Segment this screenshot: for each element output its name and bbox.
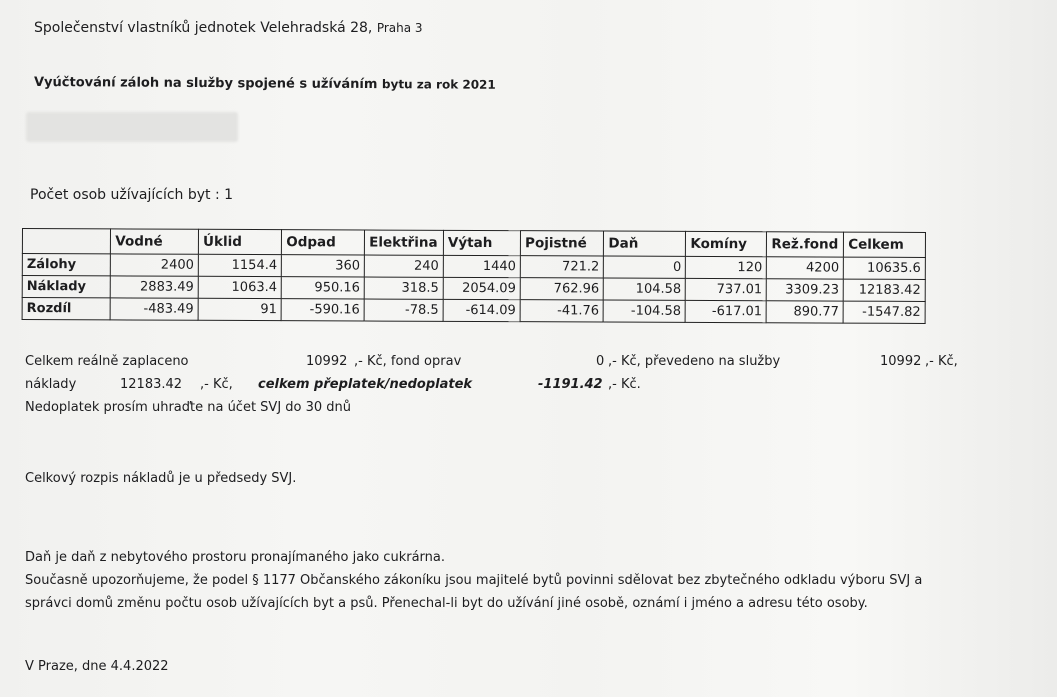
document-title — [34, 75, 496, 93]
table-cell: 2883.49 — [111, 276, 199, 298]
table-cell: 1154.4 — [198, 254, 281, 276]
redacted-area — [26, 112, 238, 142]
table-cell: 737.01 — [686, 278, 767, 300]
tax-note: Daň je daň z nebytového prostoru pronajímaného jako cukrárna. — [25, 550, 445, 565]
fund-label: ,- Kč, fond oprav — [354, 354, 462, 369]
column-header: Odpad — [282, 230, 365, 255]
column-header: Daň — [604, 231, 686, 256]
notice-paragraph — [25, 546, 922, 615]
legal-note-line-1: Současně upozorňujeme, že podel § 1177 Občanského zákoníku jsou majitelé bytů povinni sdělovat bez zbytečného odkladu výboru SVJ a — [25, 573, 923, 588]
table-cell: 2054.09 — [443, 277, 520, 299]
paid-label: Celkem reálně zaplaceno — [25, 354, 189, 369]
table-row — [22, 298, 925, 324]
billing-table — [22, 228, 926, 324]
table-cell: 762.96 — [520, 278, 603, 300]
table-cell: -614.09 — [443, 299, 520, 321]
table-cell: 890.77 — [767, 301, 844, 323]
costs-label: náklady — [25, 377, 77, 392]
table-cell: 950.16 — [282, 277, 365, 299]
title-text: Vyúčtování záloh na služby spojené s užíváním — [33, 75, 378, 93]
column-header: Vodné — [111, 229, 199, 254]
payment-note: Nedoplatek prosím uhraďte na účet SVJ do 30 dnů — [25, 400, 352, 415]
table-cell: -78.5 — [364, 299, 443, 321]
breakdown-note: Celkový rozpis nákladů je u předsedy SVJ. — [25, 471, 297, 486]
column-header: Výtah — [443, 230, 520, 255]
table-cell: 91 — [198, 298, 281, 320]
services-value: 10992 — [880, 354, 922, 369]
column-header: Elektřina — [365, 230, 444, 255]
table-cell: 4200 — [767, 257, 844, 279]
organization-name — [34, 20, 423, 36]
table-cell: 1440 — [443, 255, 520, 277]
column-header: Komíny — [686, 231, 767, 256]
date-line: V Praze, dne 4.4.2022 — [25, 659, 169, 674]
table-cell: -483.49 — [110, 298, 198, 320]
table-cell: 10635.6 — [844, 257, 926, 279]
persons-count-line: Počet osob užívajících byt : 1 — [30, 187, 234, 203]
fund-value: 0 — [596, 354, 605, 369]
table-cell: 3309.23 — [767, 279, 844, 301]
costs-value: 12183.42 — [120, 377, 183, 392]
table-cell: -590.16 — [281, 299, 364, 321]
table-cell: 2400 — [111, 254, 199, 276]
table-cell: 120 — [686, 256, 767, 278]
services-currency: ,- Kč, — [925, 354, 958, 369]
column-header: Pojistné — [521, 231, 604, 256]
organization-text: Společenství vlastníků jednotek Velehradská 28, — [34, 20, 373, 36]
costs-currency: ,- Kč, — [200, 377, 233, 392]
table-cell: -617.01 — [686, 300, 767, 322]
column-header: Celkem — [844, 232, 926, 257]
table-cell: -41.76 — [520, 300, 603, 322]
row-label: Náklady — [22, 276, 110, 298]
table-cell: 0 — [604, 256, 686, 278]
services-label: ,- Kč, převedeno na služby — [608, 354, 781, 369]
row-label: Zálohy — [22, 254, 110, 276]
table-cell: -1547.82 — [843, 301, 925, 323]
paid-value: 10992 — [306, 354, 348, 369]
balance-value: -1191.42 — [538, 377, 603, 392]
column-header: Rež.fond — [767, 232, 844, 257]
row-label: Rozdíl — [22, 298, 110, 320]
title-suffix: bytu za rok 2021 — [381, 77, 496, 92]
organization-city: Praha 3 — [376, 21, 423, 35]
column-header — [22, 229, 110, 254]
balance-label: celkem přeplatek/nedoplatek — [258, 377, 473, 392]
table-cell: 318.5 — [364, 277, 443, 299]
column-header: Úklid — [198, 229, 281, 254]
legal-note-line-2: správci domů změnu počtu osob užívajících byt a psů. Přenechal-li byt do užívání jiné osobě, oznámí i jméno a adresu této osoby. — [25, 596, 868, 611]
table-cell: 1063.4 — [198, 276, 281, 298]
table-cell: 12183.42 — [844, 279, 926, 301]
table-cell: 240 — [364, 255, 443, 277]
table-cell: 721.2 — [520, 256, 603, 278]
balance-currency: ,- Kč. — [608, 377, 641, 392]
table-cell: 360 — [282, 255, 365, 277]
table-cell: 104.58 — [604, 278, 686, 300]
table-cell: -104.58 — [604, 300, 686, 322]
